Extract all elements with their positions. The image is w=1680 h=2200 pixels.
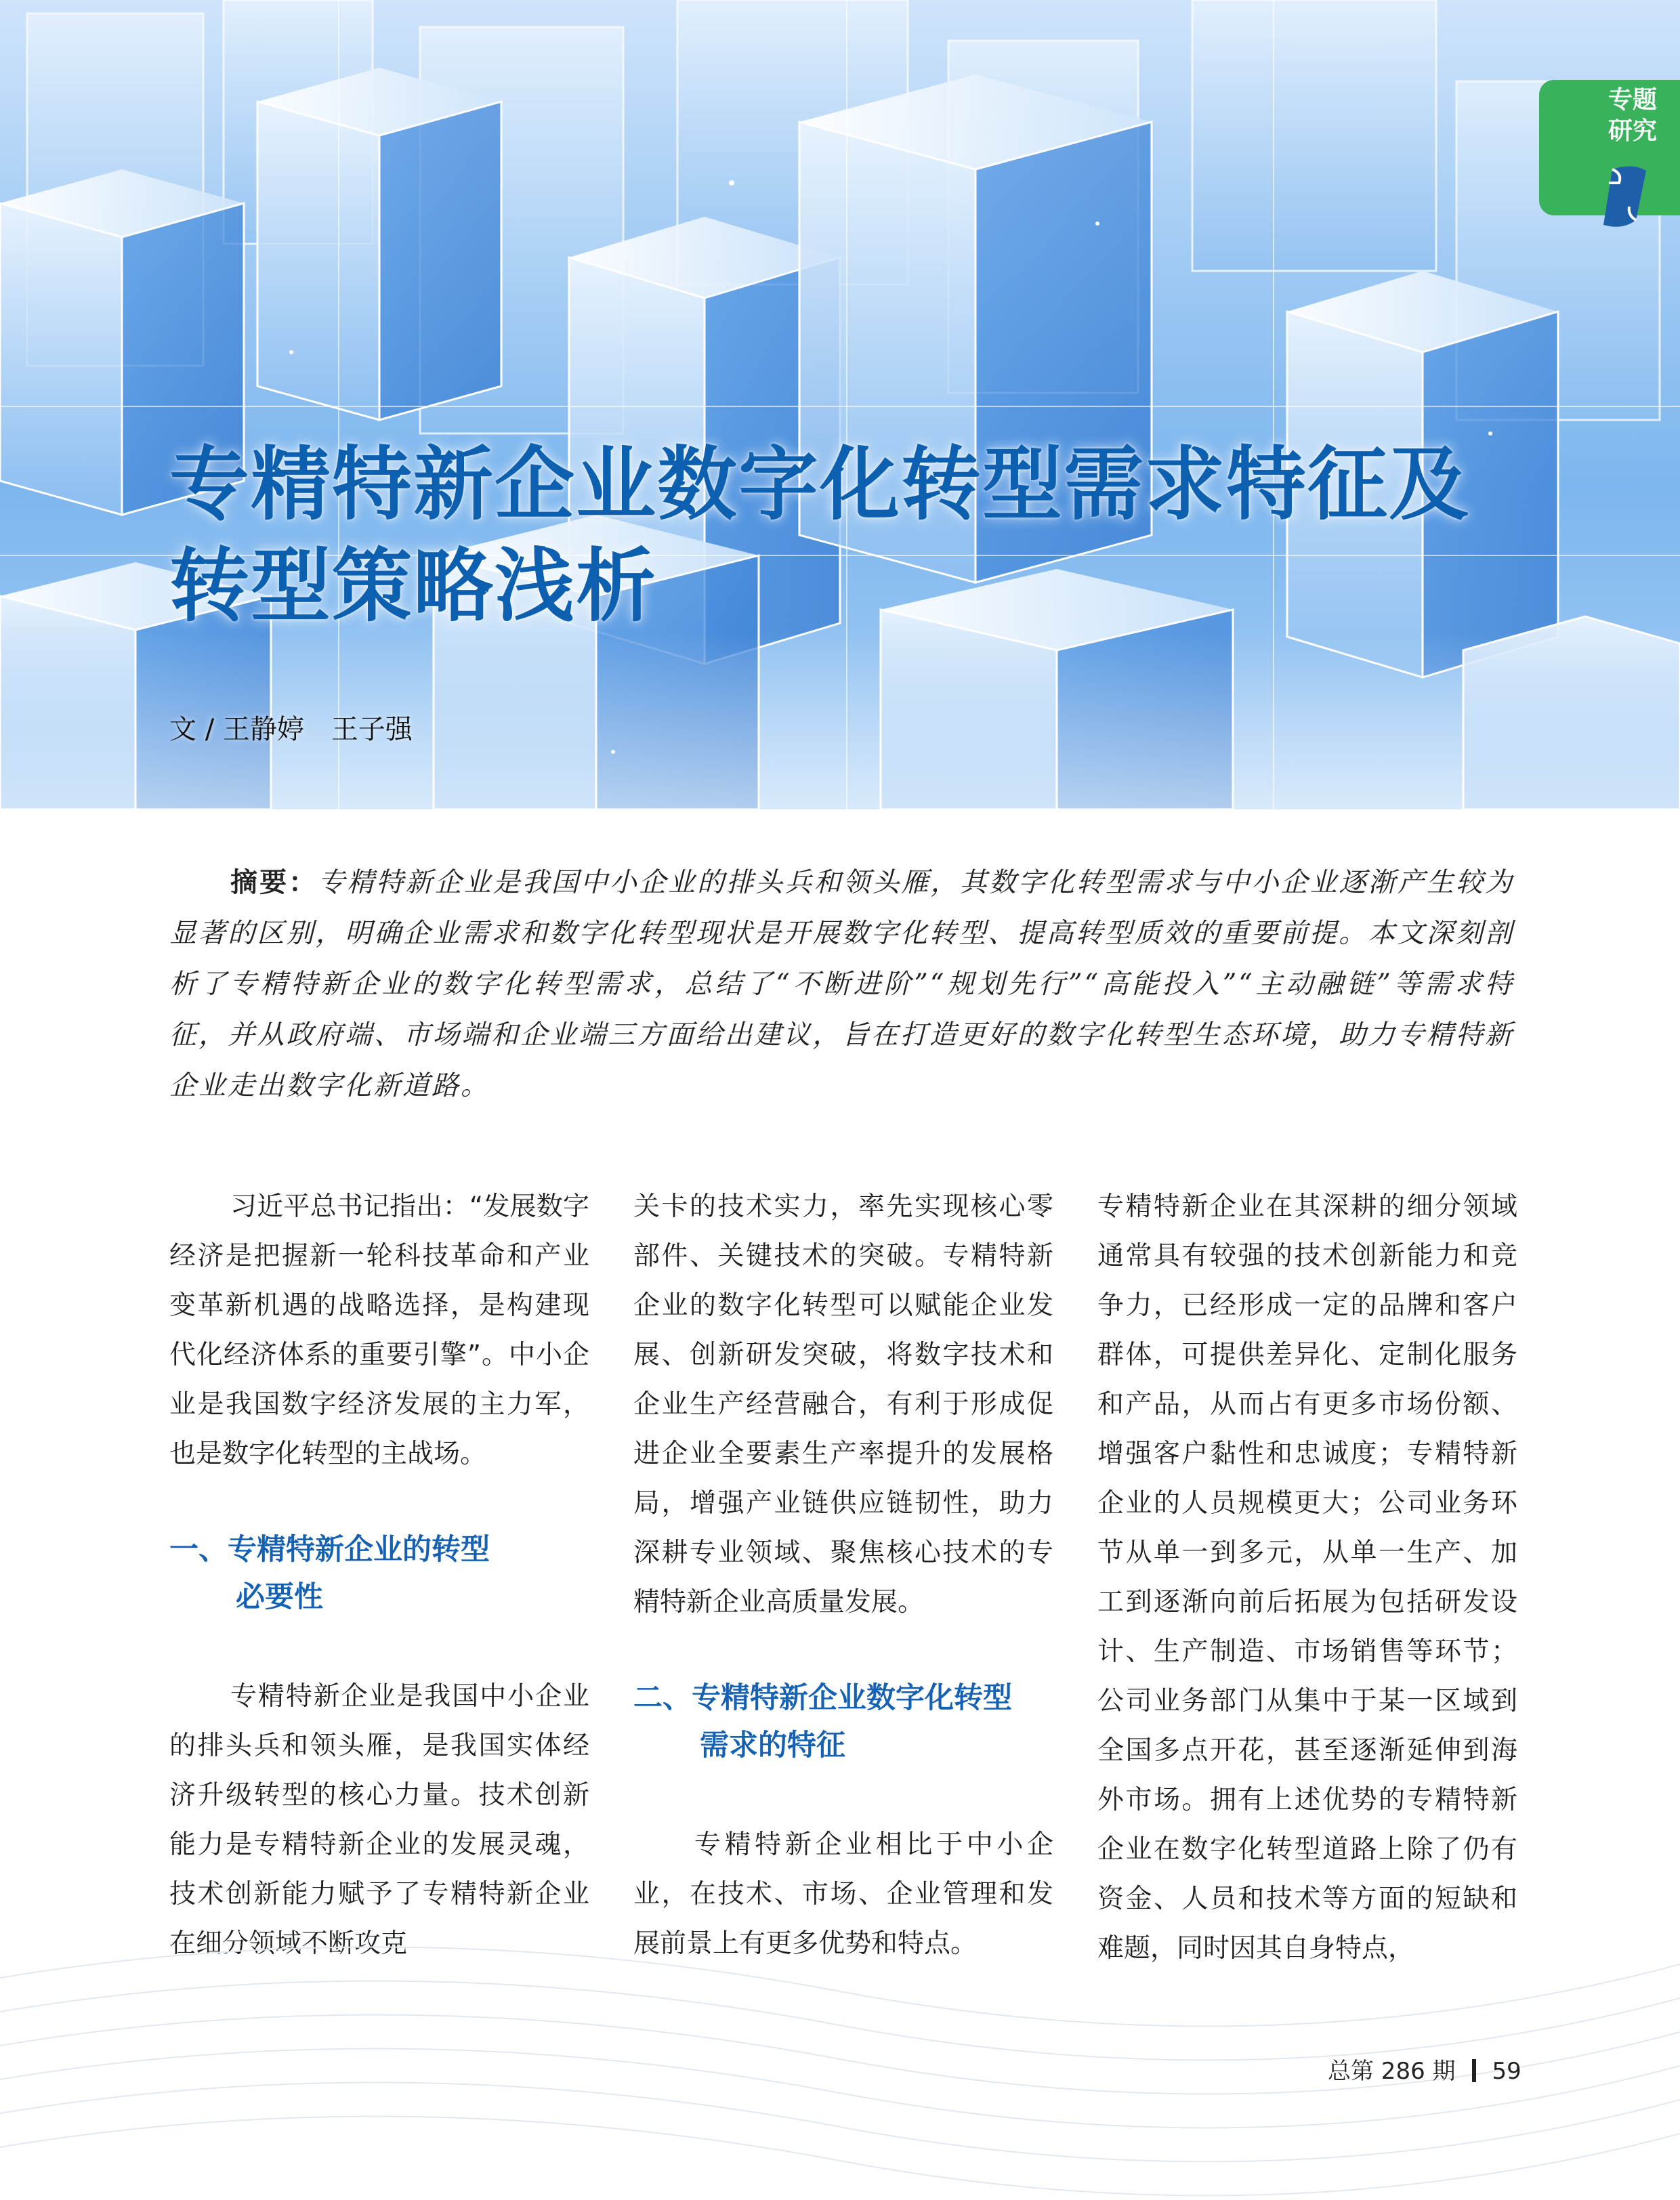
title-line-1: 专精特新企业数字化转型需求特征及 bbox=[169, 438, 1471, 531]
section-heading-1-line-2: 必要性 bbox=[236, 1580, 323, 1614]
section-heading-1 bbox=[169, 1526, 589, 1621]
abstract-text: 专精特新企业是我国中小企业的排头兵和领头雁，其数字化转型需求与中小企业逐渐产生较为显著的区别，明确企业需求和数字化转型现状是开展数字化转型、提高转型质效的重要前提。本文深刻剖析了专精特新企业的数字化转型需求，总结了“不断进阶”“规划先行”“高能投入”“主动融链”等需求特征，并从政府端、市场端和企业端三方面给出建议，旨在打造更好的数字化转型生态环境，助力专精特新企业走出数字化新道路。 bbox=[169, 867, 1515, 1101]
body-paragraph: 关卡的技术实力，率先实现核心零部件、关键技术的突破。专精特新企业的数字化转型可以赋能企业发展、创新研发突破，将数字技术和企业生产经营融合，有利于形成促进企业全要素生产率提升的发展格局，增强产业链供应链韧性，助力深耕专业领域、聚焦核心技术的专精特新企业高质量发展。 bbox=[633, 1191, 1053, 1617]
scroll-icon bbox=[1595, 163, 1656, 237]
section-tab-label-line-2: 研究 bbox=[1608, 117, 1657, 145]
footer-divider bbox=[1472, 2059, 1476, 2082]
column-3 bbox=[1097, 1182, 1517, 1973]
abstract bbox=[169, 857, 1514, 1112]
issue-number: 总第 286 期 bbox=[1328, 2058, 1456, 2085]
page-number: 59 bbox=[1492, 2058, 1521, 2085]
body-paragraph: 专精特新企业是我国中小企业的排头兵和领头雁，是我国实体经济升级转型的核心力量。技术创新能力是专精特新企业的发展灵魂，技术创新能力赋予了专精特新企业在细分领域不断攻克 bbox=[169, 1681, 589, 1959]
article-title bbox=[169, 433, 1558, 637]
page-footer bbox=[1328, 2052, 1531, 2086]
author-byline: 文 / 王静婷 王子强 bbox=[169, 714, 413, 745]
glass-cubes-illustration bbox=[0, 0, 1680, 809]
section-heading-2-line-2: 需求的特征 bbox=[700, 1729, 845, 1762]
abstract-label: 摘要： bbox=[230, 866, 318, 898]
section-heading-2 bbox=[633, 1674, 1053, 1769]
column-2 bbox=[633, 1182, 1053, 1968]
title-line-2: 转型策略浅析 bbox=[169, 539, 658, 633]
column-1 bbox=[169, 1182, 589, 1968]
intro-paragraph: 习近平总书记指出：“发展数字经济是把握新一轮科技革命和产业变革新机遇的战略选择，是构建现代化经济体系的重要引擎”。中小企业是我国数字经济发展的主力军，也是数字化转型的主战场。 bbox=[169, 1191, 589, 1469]
body-paragraph: 专精特新企业相比于中小企业，在技术、市场、企业管理和发展前景上有更多优势和特点。 bbox=[633, 1829, 1053, 1959]
section-heading-2-line-1: 二、专精特新企业数字化转型 bbox=[633, 1681, 1012, 1715]
hero-banner bbox=[0, 0, 1680, 809]
section-tab-label-line-1: 专题 bbox=[1608, 86, 1657, 114]
decorative-wave-lines bbox=[0, 1897, 1680, 2200]
body-paragraph: 专精特新企业在其深耕的细分领域通常具有较强的技术创新能力和竞争力，已经形成一定的品牌和客户群体，可提供差异化、定制化服务和产品，从而占有更多市场份额、增强客户黏性和忠诚度；专精特新企业的人员规模更大；公司业务环节从单一到多元，从单一生产、加工到逐渐向前后拓展为包括研发设计、生产制造、市场销售等环节；公司业务部门从集中于某一区域到全国多点开花，甚至逐渐延伸到海外市场。拥有上述优势的专精特新企业在数字化转型道路上除了仍有资金、人员和技术等方面的短缺和难题，同时因其自身特点， bbox=[1097, 1191, 1517, 1964]
section-tab-label bbox=[1599, 85, 1666, 147]
section-heading-1-line-1: 一、专精特新企业的转型 bbox=[169, 1533, 490, 1567]
